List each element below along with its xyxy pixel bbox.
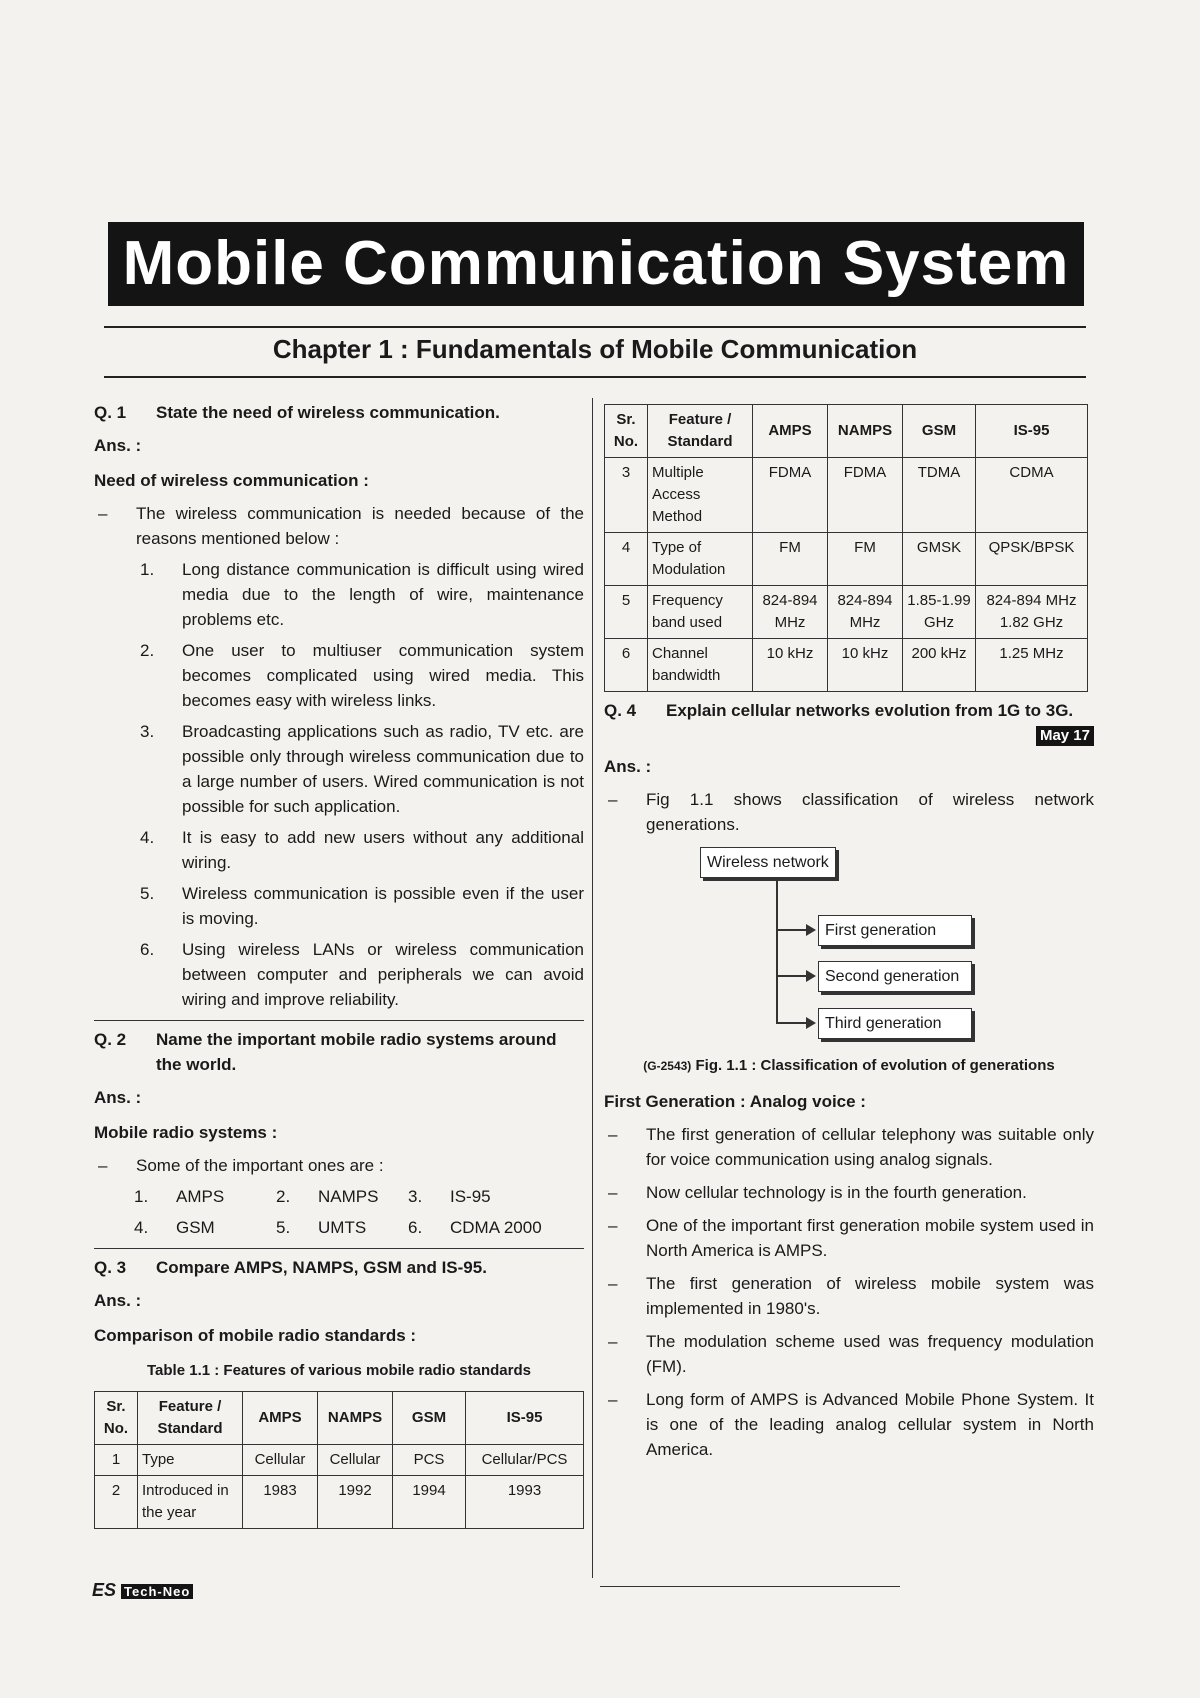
table-cell: TDMA (903, 458, 976, 533)
table-header-cell: AMPS (243, 1392, 318, 1445)
list-number: 3. (408, 1187, 423, 1206)
diagram-branch-line (776, 975, 808, 977)
answer-heading: Comparison of mobile radio standards : (94, 1326, 417, 1345)
dash-marker: – (608, 1125, 618, 1144)
table-cell: FM (828, 533, 903, 586)
table-cell: FDMA (753, 458, 828, 533)
item-text: Long distance communication is difficult using wired media due to the length of wire, maintenance problems etc. (182, 560, 584, 629)
numbered-item (94, 937, 584, 1012)
arrow-icon (806, 970, 816, 982)
table-cell: FM (753, 533, 828, 586)
list-number: 1. (134, 1187, 149, 1206)
comparison-table-part2 (604, 404, 1088, 692)
table-row (605, 639, 1088, 692)
question-text: Explain cellular networks evolution from 1G to 3G. (666, 701, 1074, 720)
table-cell: 3 (605, 458, 648, 533)
dash-marker: – (608, 1183, 618, 1202)
diagram-child-box: First generation (818, 915, 972, 946)
item-text: It is easy to add new users without any additional wiring. (182, 828, 584, 872)
arrow-icon (806, 1017, 816, 1029)
question-number: Q. 3 (94, 1258, 127, 1277)
table-header-row (605, 405, 1088, 458)
figure-id: (G-2543) (643, 1059, 692, 1073)
table-cell: 200 kHz (903, 639, 976, 692)
arrow-icon (806, 924, 816, 936)
item-number: 3. (140, 722, 155, 741)
dash-text: The wireless communication is needed because of the reasons mentioned below : (136, 504, 584, 548)
dash-marker: – (608, 1274, 618, 1293)
diagram-trunk-line (776, 877, 778, 1023)
table-header-cell: GSM (903, 405, 976, 458)
logo-mark: ES (92, 1580, 117, 1600)
table-cell: GMSK (903, 533, 976, 586)
table-cell: Introduced in the year (138, 1476, 243, 1529)
item-text: Broadcasting applications such as radio, TV etc. are possible only through wireless communication due to a large number of users. Wired communication is not possible for such application. (182, 722, 584, 816)
dash-text: One of the important first generation mobile system used in North America is AMPS. (646, 1216, 1094, 1260)
question-3 (94, 1255, 584, 1280)
table-cell: 1993 (466, 1476, 584, 1529)
item-number: 4. (140, 828, 155, 847)
answer-label: Ans. : (94, 1088, 142, 1107)
diagram-root-box: Wireless network (700, 847, 836, 878)
table-cell: 2 (95, 1476, 138, 1529)
table-cell: 824-894 MHz (753, 586, 828, 639)
question-2 (94, 1027, 584, 1077)
table-cell: Type of Modulation (648, 533, 753, 586)
diagram-child-box: Third generation (818, 1008, 972, 1039)
dash-item (604, 1213, 1094, 1263)
chapter-title: Chapter 1 : Fundamentals of Mobile Communication (272, 334, 918, 364)
radio-systems-list (94, 1184, 584, 1240)
list-number: 4. (134, 1218, 149, 1237)
dash-text: Long form of AMPS is Advanced Mobile Phone System. It is one of the leading analog cellular system in North America. (646, 1390, 1094, 1459)
table-cell: 1983 (243, 1476, 318, 1529)
table-cell: 824-894 MHz (828, 586, 903, 639)
table-header-cell: Feature / Standard (648, 405, 753, 458)
table-header-cell: NAMPS (828, 405, 903, 458)
item-text: Wireless communication is possible even if the user is moving. (182, 884, 584, 928)
numbered-item (94, 557, 584, 632)
item-number: 2. (140, 641, 155, 660)
footer-rule (600, 1586, 900, 1587)
answer-label: Ans. : (604, 757, 652, 776)
table-row (605, 458, 1088, 533)
table-cell: CDMA (976, 458, 1088, 533)
publisher-logo (92, 1580, 193, 1601)
logo-text: Tech-Neo (121, 1584, 193, 1599)
question-number: Q. 2 (94, 1030, 127, 1049)
dash-text: The first generation of wireless mobile system was implemented in 1980's. (646, 1274, 1094, 1318)
comparison-table-part1 (94, 1391, 584, 1529)
table-cell: 824-894 MHz 1.82 GHz (976, 586, 1088, 639)
dash-marker: – (608, 1216, 618, 1235)
left-column (94, 398, 584, 1529)
table-caption: Table 1.1 : Features of various mobile radio standards (147, 1362, 531, 1379)
table-cell: 5 (605, 586, 648, 639)
table-header-cell: AMPS (753, 405, 828, 458)
list-number: 5. (276, 1218, 291, 1237)
divider (94, 1020, 584, 1021)
table-row (95, 1445, 584, 1476)
question-number: Q. 1 (94, 403, 127, 422)
answer-heading: Need of wireless communication : (94, 471, 369, 490)
table-header-cell: NAMPS (318, 1392, 393, 1445)
table-cell: PCS (393, 1445, 466, 1476)
question-number: Q. 4 (604, 701, 637, 720)
item-text: One user to multiuser communication system becomes complicated using wired media. This becomes easy with wireless links. (182, 641, 584, 710)
question-4 (604, 698, 1094, 746)
table-cell: 1992 (318, 1476, 393, 1529)
exam-tag-badge: May 17 (1036, 726, 1094, 746)
table-cell: Frequency band used (648, 586, 753, 639)
list-value: GSM (176, 1218, 215, 1237)
table-header-cell: Feature / Standard (138, 1392, 243, 1445)
answer-label: Ans. : (94, 436, 142, 455)
diagram-branch-line (776, 1022, 808, 1024)
list-value: IS-95 (450, 1187, 491, 1206)
numbered-item (94, 881, 584, 931)
book-title: Mobile Communication System (108, 222, 1084, 306)
list-value: CDMA 2000 (450, 1218, 542, 1237)
dash-text: The first generation of cellular telephony was suitable only for voice communication using analog signals. (646, 1125, 1094, 1169)
table-cell: 10 kHz (753, 639, 828, 692)
dash-item (604, 1180, 1094, 1205)
question-text: State the need of wireless communication. (156, 403, 500, 422)
right-column (604, 404, 1094, 1462)
dash-item: – Fig 1.1 shows classification of wireless network generations. (604, 787, 1094, 837)
table-cell: Type (138, 1445, 243, 1476)
table-header-cell: Sr. No. (605, 405, 648, 458)
item-number: 5. (140, 884, 155, 903)
diagram-branch-line (776, 929, 808, 931)
numbered-item (94, 825, 584, 875)
item-text: Using wireless LANs or wireless communication between computer and peripherals we can avoid wiring and improve reliability. (182, 940, 584, 1009)
divider (94, 1248, 584, 1249)
table-cell: Cellular (243, 1445, 318, 1476)
list-value: AMPS (176, 1187, 225, 1206)
table-cell: QPSK/BPSK (976, 533, 1088, 586)
table-cell: 6 (605, 639, 648, 692)
top-rule (104, 326, 1086, 328)
question-text: Name the important mobile radio systems around the world. (156, 1030, 557, 1074)
figure-caption-text: Fig. 1.1 : Classification of evolution of generations (695, 1057, 1055, 1074)
list-number: 2. (276, 1187, 291, 1206)
table-cell: FDMA (828, 458, 903, 533)
dash-text: Now cellular technology is in the fourth generation. (646, 1183, 1027, 1202)
table-row (605, 586, 1088, 639)
item-number: 1. (140, 560, 155, 579)
table-header-row (95, 1392, 584, 1445)
figure-caption (604, 1053, 1094, 1079)
dash-marker: – (608, 1390, 618, 1409)
table-row (95, 1476, 584, 1529)
dash-item: – Some of the important ones are : (94, 1153, 584, 1178)
table-cell: Channel bandwidth (648, 639, 753, 692)
dash-item (604, 1122, 1094, 1172)
table-cell: 1.25 MHz (976, 639, 1088, 692)
table-cell: Multiple Access Method (648, 458, 753, 533)
question-text: Compare AMPS, NAMPS, GSM and IS-95. (156, 1258, 487, 1277)
dash-item (604, 1271, 1094, 1321)
dash-item (604, 1329, 1094, 1379)
generations-diagram (604, 847, 1094, 1047)
table-cell: 1 (95, 1445, 138, 1476)
list-number: 6. (408, 1218, 423, 1237)
chapter-rule (104, 376, 1086, 378)
table-header-cell: IS-95 (976, 405, 1088, 458)
diagram-child-box: Second generation (818, 961, 972, 992)
table-header-cell: GSM (393, 1392, 466, 1445)
numbered-item (94, 719, 584, 819)
table-header-cell: IS-95 (466, 1392, 584, 1445)
item-number: 6. (140, 940, 155, 959)
dash-item: – The wireless communication is needed because of the reasons mentioned below : (94, 501, 584, 551)
answer-heading: Mobile radio systems : (94, 1123, 278, 1142)
table-cell: 1994 (393, 1476, 466, 1529)
dash-text: The modulation scheme used was frequency modulation (FM). (646, 1332, 1094, 1376)
table-cell: Cellular/PCS (466, 1445, 584, 1476)
dash-item (604, 1387, 1094, 1462)
question-1 (94, 400, 584, 425)
numbered-item (94, 638, 584, 713)
dash-marker: – (608, 1332, 618, 1351)
table-row (605, 533, 1088, 586)
table-cell: 4 (605, 533, 648, 586)
table-cell: 1.85-1.99 GHz (903, 586, 976, 639)
list-value: UMTS (318, 1218, 367, 1237)
answer-label: Ans. : (94, 1291, 142, 1310)
table-header-cell: Sr. No. (95, 1392, 138, 1445)
list-value: NAMPS (318, 1187, 379, 1206)
column-divider (592, 398, 593, 1578)
dash-text: Fig 1.1 shows classification of wireless network generations. (646, 790, 1094, 834)
table-cell: Cellular (318, 1445, 393, 1476)
table-cell: 10 kHz (828, 639, 903, 692)
dash-text: Some of the important ones are : (136, 1156, 384, 1175)
answer-heading: First Generation : Analog voice : (604, 1092, 866, 1111)
